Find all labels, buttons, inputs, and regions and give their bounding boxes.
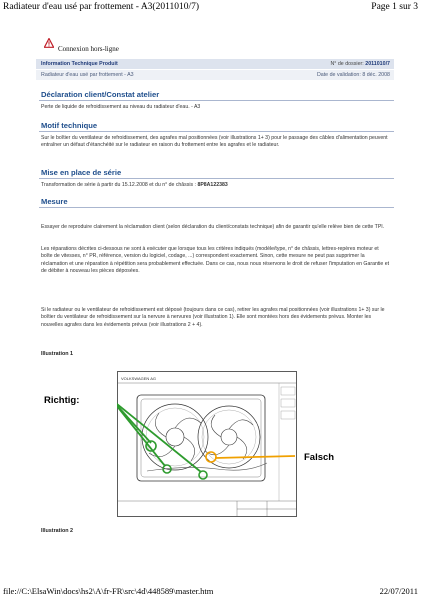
complaint-text: Perte de liquide de refroidissement au niveau du radiateur d'eau. - A3 xyxy=(41,104,201,110)
validation-date xyxy=(317,72,390,78)
measure-paragraph-1: Essayer de reproduire clairement la réclamation client (selon déclaration du client/constats technique) afin de garantir qu'elle relève bien de cette TPI. xyxy=(41,224,385,230)
divider xyxy=(39,178,394,179)
section-title-complaint: Déclaration client/Constat atelier xyxy=(41,90,160,99)
validation-value: 8 déc. 2008 xyxy=(362,72,390,78)
cause-text: Sur le boîtier du ventilateur de refroidissement, des agrafes mal positionnées (voir illustrations 1+ 3) pour le passage des câbles d'alimentation peuvent entraîner un défaut d'étanchéité sur le radiateur en raison du frottement entre les agrafes et le radiateur. xyxy=(41,135,388,149)
offline-status: Connexion hors-ligne xyxy=(58,45,119,53)
measure-paragraph-2: Les réparations décrites ci-dessous ne sont à exécuter que lorsque tous les critères indiqués (modèle/type, n° de châssis, lettres-repères moteur et boîte de vitesses, n° PR, référence, version du logiciel, codage, ...) correspondent exactement. Sinon, cette mesure ne peut pas supprimer la réclamation et une réparation à répétition sera probablement effectuée. Dans ce cas, nous nous réservons le droit de refuser l'imputation en Garantie et de débiter à nouveau les pièces déposées. xyxy=(41,246,390,274)
validation-label: Date de validation: xyxy=(316,72,361,78)
section-title-cause: Motif technique xyxy=(41,121,98,130)
dossier-label: N° de dossier: xyxy=(330,61,364,67)
info-subtitle: Radiateur d'eau usé par frottement - A3 xyxy=(41,72,134,78)
falsch-label: Falsch xyxy=(304,452,335,463)
dossier-value: 2011010/7 xyxy=(365,61,390,67)
illustration-2-label: Illustration 2 xyxy=(41,528,74,534)
illustration-1-label: Illustration 1 xyxy=(41,351,74,357)
production-prefix: Transformation de série à partir du 15.12.2008 et du n° de châssis : xyxy=(41,182,198,188)
document-title: Radiateur d'eau usé par frottement - A3(2011010/7) xyxy=(3,2,200,12)
section-title-measure: Mesure xyxy=(41,197,68,206)
production-title: Mise en place de série xyxy=(41,168,122,177)
info-bar-secondary xyxy=(36,70,394,80)
fan-shroud-drawing xyxy=(117,371,297,517)
section-title-production xyxy=(41,168,121,177)
drawing-title: VOLKSWAGEN AG xyxy=(121,376,156,381)
warning-icon xyxy=(44,38,54,48)
info-bar-primary xyxy=(36,59,394,69)
print-date: 22/07/2011 xyxy=(379,586,418,596)
measure-paragraph-3: Si le radiateur ou le ventilateur de refroidissement est déposé (toujours dans ce cas), retirer les agrafes mal positionnées (voir illustrations 1+ 3) sur le boîtier du ventilateur de refroidissement sur la nervure à nervures (voir illustration 1). Elle sont montées hors des évidements prévus. Monter les nouvelles agrafes dans les évidements prévus (voir illustrations 2 + 4). xyxy=(41,307,385,328)
file-path: file://C:\ElsaWin\docs\hs2\A\fr-FR\src\4d\448589\master.htm xyxy=(3,586,214,596)
dossier-number xyxy=(330,61,390,67)
richtig-label: Richtig: xyxy=(44,395,80,406)
divider xyxy=(39,100,394,101)
divider xyxy=(39,207,394,208)
chassis-number: 8P8A122383 xyxy=(197,182,228,188)
divider xyxy=(39,131,394,132)
production-text xyxy=(41,182,391,189)
page-indicator: Page 1 sur 3 xyxy=(371,2,418,12)
info-title: Information Technique Produit xyxy=(41,61,118,67)
